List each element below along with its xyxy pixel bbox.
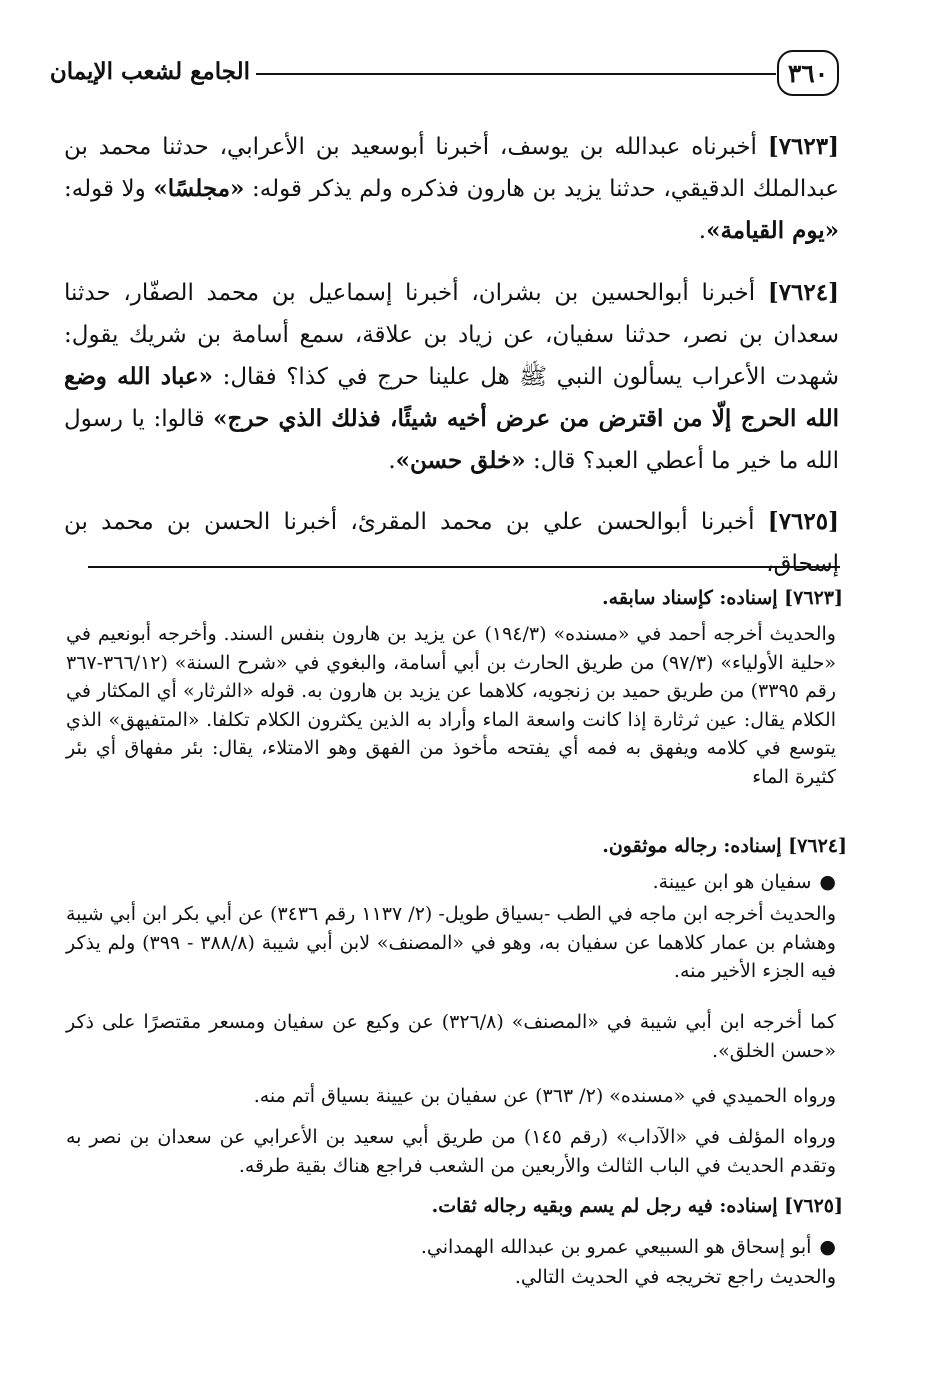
hadith-quote: «خلق حسن» — [395, 447, 526, 474]
hadith-quote: «مجلسًا» — [153, 175, 245, 202]
footnote-7625-heading: [٧٦٢٥] إسناده: فيه رجل لم يسم وبقيه رجاله ثقات. — [431, 1195, 843, 1217]
footnote-7624-text-3: ورواه الحميدي في «مسنده» (٢/ ٣٦٣) عن سفيان بن عيينة بسياق أتم منه. — [253, 1085, 836, 1107]
hadith-text: ولا قوله: — [64, 176, 154, 202]
footnote-7624-text-2: كما أخرجه ابن أبي شيبة في «المصنف» (٣٢٦/٨) عن وكيع عن سفيان ومسعر مقتصرًا على ذكر «حسن الخلق». — [66, 1011, 836, 1062]
hadith-text: . — [388, 448, 396, 474]
footnote-7624-bullet — [66, 868, 836, 897]
hadith-text: أخبرناه عبدالله بن يوسف، أخبرنا أبوسعيد بن الأعرابي، حدثنا محمد بن عبدالملك الدقيقي، حدثنا يزيد بن هارون فذكره ولم يذكر قوله: — [64, 134, 840, 202]
footnote-7625-bullet — [66, 1233, 836, 1262]
hadith-text: . — [698, 218, 707, 244]
page-number — [777, 50, 839, 96]
footnote-7624-heading: [٧٦٢٤] إسناده: رجاله موثقون. — [602, 835, 847, 857]
hadith-7624 — [64, 272, 839, 482]
hadith-7623 — [64, 126, 839, 252]
hadith-number: [٧٦٢٣] — [767, 133, 840, 160]
hadith-quote: «عباد الله وضع الله الحرج إلّا من اقترض من عرض أخيه شيئًا، فذلك الذي حرج» — [64, 363, 839, 432]
page-number-text: ٣٦٠ — [787, 58, 829, 88]
hadith-number: [٧٦٢٥] — [767, 508, 839, 535]
bullet-icon: ● — [819, 871, 836, 893]
footnote-divider — [88, 566, 840, 568]
hadith-text: أخبرنا أبوالحسن علي بن محمد المقرئ، أخبرنا الحسن بن محمد بن إسحاق، — [64, 509, 839, 577]
footnote-7624-text-4: ورواه المؤلف في «الآداب» (رقم ١٤٥) من طريق أبي سعيد بن الأعرابي عن سعدان بن نصر به وتقدم الحديث في الباب الثالث والأربعين من الشعب فراجع هناك بقية طرقه. — [66, 1126, 836, 1177]
footnote-7623-heading: [٧٦٢٣] إسناده: كإسناد سابقه. — [602, 587, 843, 609]
footnote-7624-text-1: والحديث أخرجه ابن ماجه في الطب -بسياق طويل- (٢/ ١١٣٧ رقم ٣٤٣٦) عن أبي بكر ابن أبي شيبة وهشام بن عمار كلاهما عن سفيان به، وهو في «المصنف» لابن أبي شيبة (٣٨٨/٨ - ٣٩٩) ولم يذكر فيه الجزء الأخير منه. — [66, 903, 837, 982]
hadith-quote: «يوم القيامة» — [706, 217, 839, 244]
hadith-text: أخبرنا أبوالحسين بن بشران، أخبرنا إسماعيل بن محمد الصفّار، حدثنا سعدان بن نصر، حدثنا سفيان، عن زياد بن علاقة، سمع أسامة بن شريك يقول: شهدت الأعراب يسألون النبي ﷺ هل علينا حرج في كذا؟ فقال: — [64, 280, 839, 390]
footnote-bullet-text: أبو إسحاق هو السبيعي عمرو بن عبدالله الهمداني. — [420, 1236, 812, 1258]
header-rule — [256, 73, 776, 75]
bullet-icon: ● — [819, 1236, 836, 1258]
hadith-7625 — [64, 501, 839, 585]
hadith-number: [٧٦٢٤] — [767, 279, 840, 306]
footnote-7623-text: والحديث أخرجه أحمد في «مسنده» (١٩٤/٣) عن يزيد بن هارون بنفس السند. وأخرجه أبونعيم في «حلية الأولياء» (٩٧/٣) من طريق الحارث بن أبي أسامة، والبغوي في «شرح السنة» (٣٦٦/١٢-٣٦٧ رقم ٣٣٩٥) من طريق حميد بن زنجويه، كلاهما عن يزيد بن هارون به. قوله «الثرثار» أي المكثار في الكلام يقال: عين ثرثارة إذا كانت واسعة الماء وأراد به الذين يكثرون الكلام تكلفا. «المتفيهق» الذي يتوسع في كلامه ويفهق به فمه أي يفتحه مأخوذ من الفهق وهو الامتلاء، يقال: بئر مفهاق أي بئر كثيرة الماء — [66, 623, 836, 788]
footnote-bullet-text: سفيان هو ابن عيينة. — [652, 871, 812, 893]
running-title: الجامع لشعب الإيمان — [49, 58, 250, 85]
hadith-text: قالوا: يا رسول الله ما خير ما أعطي العبد؟ قال: — [64, 406, 839, 474]
footnote-7625-text: والحديث راجع تخريجه في الحديث التالي. — [514, 1266, 836, 1288]
